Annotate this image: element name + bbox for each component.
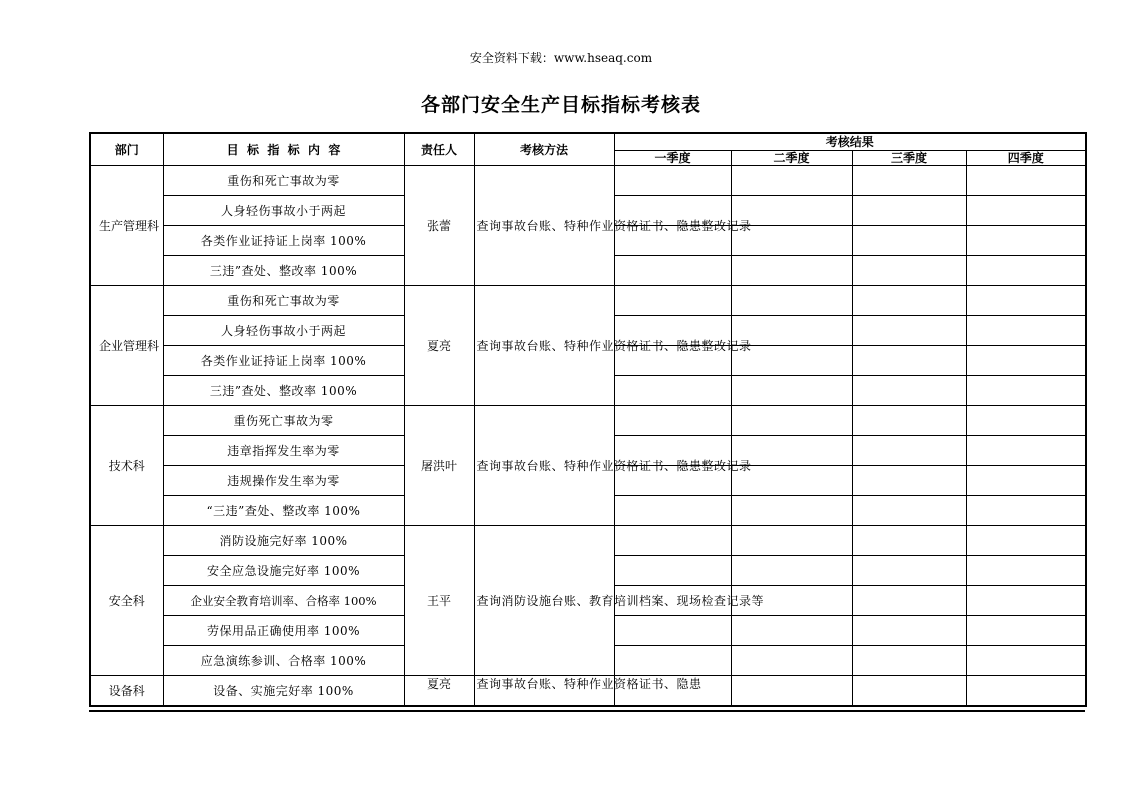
result-cell[interactable] [852, 676, 966, 707]
result-cell[interactable] [966, 316, 1086, 346]
target-item: 三违”查处、整改率 100% [163, 376, 404, 406]
result-cell[interactable] [852, 436, 966, 466]
header-dept: 部门 [90, 133, 163, 166]
result-cell[interactable] [852, 196, 966, 226]
result-cell[interactable] [852, 406, 966, 436]
result-cell[interactable] [852, 166, 966, 196]
result-cell[interactable] [614, 616, 731, 646]
result-cell[interactable] [614, 286, 731, 316]
result-cell[interactable] [614, 646, 731, 676]
responsible-person: 屠洪叶 [404, 406, 474, 526]
dept-name: 企业管理科 [90, 286, 163, 406]
assessment-method: 查询事故台账、特种作业资格证书、隐患整改记录 [474, 286, 614, 406]
dept-name: 安全科 [90, 526, 163, 676]
result-cell[interactable] [966, 166, 1086, 196]
target-item: 各类作业证持证上岗率 100% [163, 346, 404, 376]
target-item: 各类作业证持证上岗率 100% [163, 226, 404, 256]
result-cell[interactable] [852, 256, 966, 286]
result-cell[interactable] [852, 346, 966, 376]
result-cell[interactable] [852, 376, 966, 406]
result-cell[interactable] [731, 256, 852, 286]
header-q3: 三季度 [852, 151, 966, 166]
result-cell[interactable] [966, 676, 1086, 707]
target-item: 劳保用品正确使用率 100% [163, 616, 404, 646]
document-title: 各部门安全生产目标指标考核表 [420, 94, 701, 116]
result-cell[interactable] [614, 556, 731, 586]
header-target: 目 标 指 标 内 容 [163, 133, 404, 166]
responsible-person: 王平 [404, 526, 474, 676]
target-item: “三违”查处、整改率 100% [163, 496, 404, 526]
header-result: 考核结果 [614, 133, 1086, 151]
result-cell[interactable] [966, 616, 1086, 646]
assessment-table-wrapper [89, 132, 1085, 712]
table-row [90, 406, 1086, 436]
target-item: 人身轻伤事故小于两起 [163, 196, 404, 226]
header-q2: 二季度 [731, 151, 852, 166]
result-cell[interactable] [966, 466, 1086, 496]
result-cell[interactable] [731, 676, 852, 707]
target-item: 安全应急设施完好率 100% [163, 556, 404, 586]
result-cell[interactable] [966, 226, 1086, 256]
result-cell[interactable] [731, 646, 852, 676]
table-row [90, 676, 1086, 707]
result-cell[interactable] [731, 376, 852, 406]
result-cell[interactable] [966, 196, 1086, 226]
result-cell[interactable] [731, 166, 852, 196]
result-cell[interactable] [731, 406, 852, 436]
result-cell[interactable] [731, 616, 852, 646]
result-cell[interactable] [614, 166, 731, 196]
target-item: 三违”查处、整改率 100% [163, 256, 404, 286]
table-row [90, 286, 1086, 316]
table-row [90, 166, 1086, 196]
dept-name: 生产管理科 [90, 166, 163, 286]
table-row [90, 526, 1086, 556]
result-cell[interactable] [852, 526, 966, 556]
responsible-person: 夏亮 [404, 676, 474, 707]
dept-name: 设备科 [90, 676, 163, 707]
result-cell[interactable] [852, 286, 966, 316]
result-cell[interactable] [852, 316, 966, 346]
target-item: 人身轻伤事故小于两起 [163, 316, 404, 346]
target-item: 重伤和死亡事故为零 [163, 166, 404, 196]
result-cell[interactable] [852, 646, 966, 676]
result-cell[interactable] [731, 496, 852, 526]
target-item: 重伤和死亡事故为零 [163, 286, 404, 316]
header-person: 责任人 [404, 133, 474, 166]
assessment-method: 查询事故台账、特种作业资格证书、隐患整改记录 [474, 406, 614, 526]
responsible-person: 夏亮 [404, 286, 474, 406]
result-cell[interactable] [852, 226, 966, 256]
result-cell[interactable] [966, 496, 1086, 526]
result-cell[interactable] [966, 346, 1086, 376]
header-method: 考核方法 [474, 133, 614, 166]
assessment-method: 查询消防设施台账、教育培训档案、现场检查记录等 [474, 526, 614, 676]
result-cell[interactable] [852, 466, 966, 496]
target-item: 消防设施完好率 100% [163, 526, 404, 556]
assessment-table [89, 132, 1087, 707]
result-cell[interactable] [731, 286, 852, 316]
result-cell[interactable] [966, 646, 1086, 676]
result-cell[interactable] [966, 256, 1086, 286]
header-q1: 一季度 [614, 151, 731, 166]
result-cell[interactable] [852, 616, 966, 646]
result-cell[interactable] [966, 436, 1086, 466]
result-cell[interactable] [966, 406, 1086, 436]
dept-name: 技术科 [90, 406, 163, 526]
target-item: 违规操作发生率为零 [163, 466, 404, 496]
assessment-method: 查询事故台账、特种作业资格证书、隐患 [474, 676, 614, 707]
result-cell[interactable] [614, 526, 731, 556]
result-cell[interactable] [731, 556, 852, 586]
target-item: 设备、实施完好率 100% [163, 676, 404, 707]
assessment-method: 查询事故台账、特种作业资格证书、隐患整改记录 [474, 166, 614, 286]
result-cell[interactable] [966, 526, 1086, 556]
result-cell[interactable] [966, 556, 1086, 586]
header-note: 安全资料下载：www.hseaq.com [469, 51, 653, 65]
result-cell[interactable] [966, 376, 1086, 406]
header-q4: 四季度 [966, 151, 1086, 166]
result-cell[interactable] [614, 496, 731, 526]
result-cell[interactable] [731, 526, 852, 556]
result-cell[interactable] [852, 496, 966, 526]
result-cell[interactable] [966, 286, 1086, 316]
result-cell[interactable] [614, 406, 731, 436]
target-item: 违章指挥发生率为零 [163, 436, 404, 466]
target-item: 应急演练参训、合格率 100% [163, 646, 404, 676]
result-cell[interactable] [614, 376, 731, 406]
target-item: 企业安全教育培训率、合格率 100% [163, 586, 404, 616]
target-item: 重伤死亡事故为零 [163, 406, 404, 436]
result-cell[interactable] [852, 586, 966, 616]
result-cell[interactable] [966, 586, 1086, 616]
responsible-person: 张蕾 [404, 166, 474, 286]
result-cell[interactable] [614, 256, 731, 286]
result-cell[interactable] [852, 556, 966, 586]
